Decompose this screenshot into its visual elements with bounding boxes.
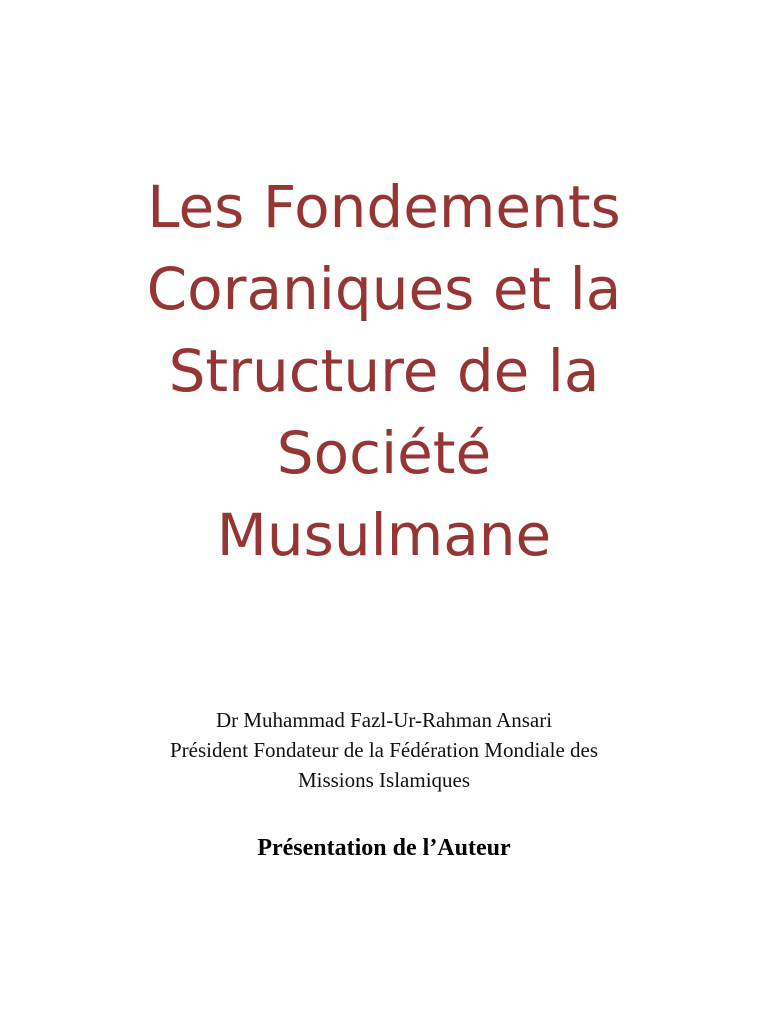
author-role-line-1: Président Fondateur de la Fédération Mondiale des [169,738,599,762]
book-title [64,166,704,576]
author-role-line-2: Missions Islamiques [297,768,471,792]
section-heading: Présentation de l’Auteur [257,835,511,861]
title-line-5: Musulmane [216,501,552,569]
author-name: Dr Muhammad Fazl-Ur-Rahman Ansari [215,708,553,732]
title-line-2: Coraniques et la [146,255,622,323]
author-info [64,705,704,795]
title-line-3: Structure de la [168,337,600,405]
title-line-1: Les Fondements [147,173,621,241]
title-line-4: Société [276,419,492,487]
